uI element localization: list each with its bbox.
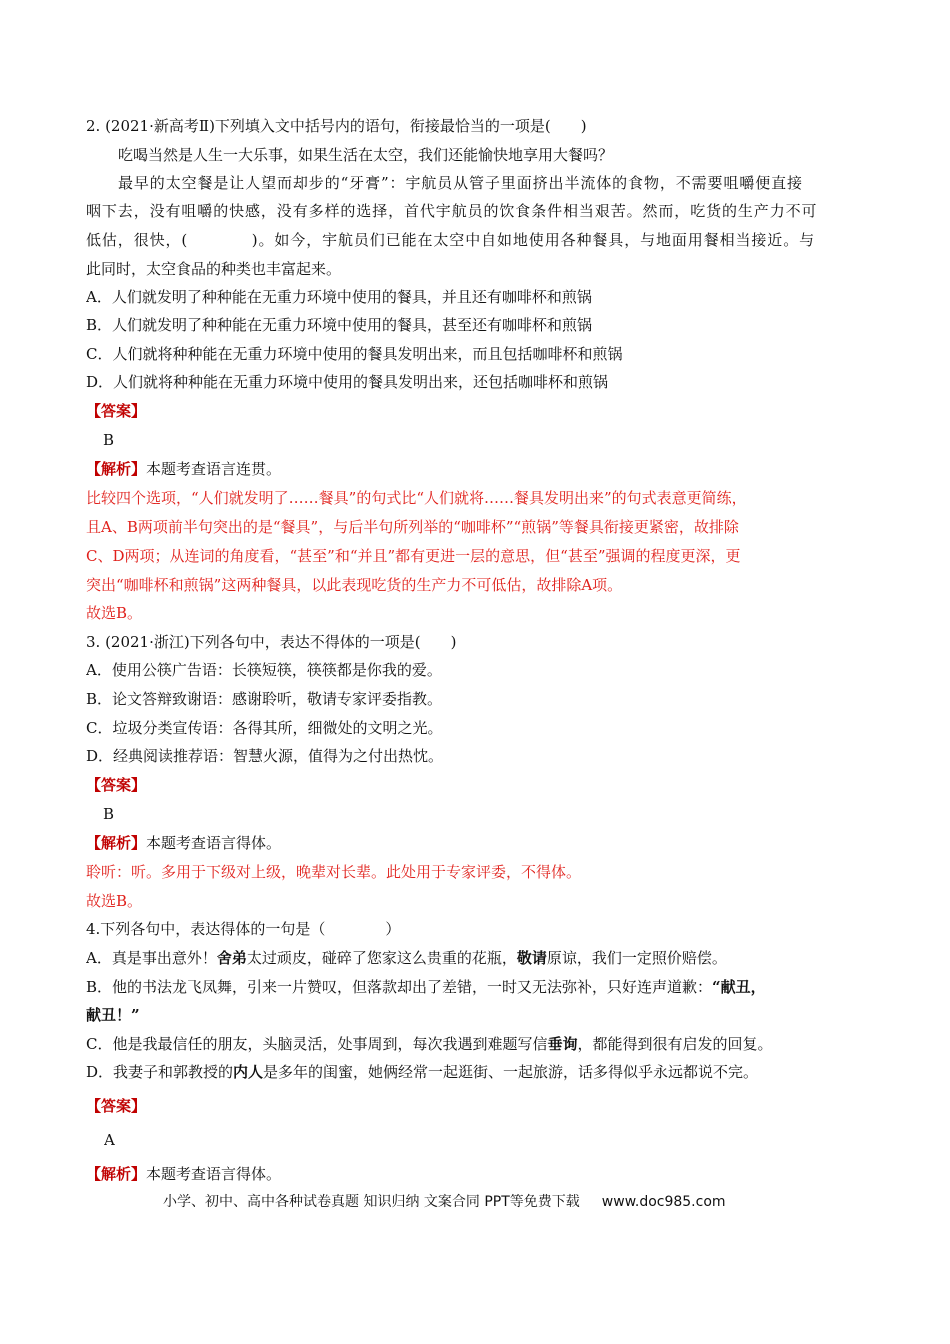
q2-option-a: A．人们就发明了种种能在无重力环境中使用的餐具，并且还有咖啡杯和煎锅 — [86, 288, 592, 306]
q2-option-c: C．人们就将种种能在无重力环境中使用的餐具发明出来，而且包括咖啡杯和煎锅 — [86, 345, 623, 363]
q4-option-c-text: ，都能得到很有启发的回复。 — [577, 1035, 773, 1053]
q4-option-d-text: 是多年的闺蜜，她俩经常一起逛街、一起旅游，话多得似乎永远都说不完。 — [263, 1063, 759, 1081]
q3-analysis-line: 聆听：听。多用于下级对上级，晚辈对长辈。此处用于专家评委，不得体。 — [86, 863, 582, 881]
q4-option-a — [86, 948, 876, 968]
q2-passage-line: 咽下去，没有咀嚼的快感，没有多样的选择，首代宇航员的饮食条件相当艰苦。然而，吃货的生产力不可 — [86, 202, 818, 220]
q4-option-b-keyword: 献丑！” — [86, 1006, 140, 1024]
q2-analysis-line: 比较四个选项，“人们就发明了……餐具”的句式比“人们就将……餐具发明出来”的句式表意更简练， — [86, 489, 747, 507]
q2-analysis-intro: 本题考查语言连贯。 — [146, 460, 282, 478]
q2-answer: B — [103, 431, 115, 449]
q4-option-c-keyword: 垂询 — [547, 1035, 578, 1053]
q4-option-b-text: B．他的书法龙飞凤舞，引来一片赞叹，但落款却出了差错，一时又无法弥补，只好连声道歉： — [86, 978, 713, 996]
q4-option-b-cont — [86, 1005, 876, 1025]
q3-answer: B — [103, 805, 115, 823]
q2-analysis-line: 且A、B两项前半句突出的是“餐具”，与后半句所列举的“咖啡杯”“煎锅”等餐具衔接更紧密，故排除 — [86, 518, 739, 536]
q4-option-c-text: C．他是我最信任的朋友，头脑灵活，处事周到，每次我遇到难题写信 — [86, 1035, 548, 1053]
q4-option-a-text: 原谅，我们一定照价赔偿。 — [546, 949, 727, 967]
q2-passage-line: 低估，很快，( )。如今，宇航员们已能在太空中自如地使用各种餐具，与地面用餐相当接近。与 — [86, 231, 816, 249]
q4-option-b-keyword: “献丑， — [712, 978, 766, 996]
q3-analysis-label: 【解析】 — [86, 834, 147, 852]
q2-passage-line: 此同时，太空食品的种类也丰富起来。 — [86, 260, 342, 278]
q4-option-d-text: D．我妻子和郭教授的 — [86, 1063, 234, 1081]
q3-option-a: A．使用公筷广告语：长筷短筷，筷筷都是你我的爱。 — [86, 661, 442, 679]
q4-answer-label: 【答案】 — [86, 1097, 147, 1115]
q4-option-a-text: 太过顽皮，碰碎了您家这么贵重的花瓶， — [246, 949, 517, 967]
q2-stem: 2. (2021·新高考Ⅱ)下列填入文中括号内的语句，衔接最恰当的一项是( ) — [86, 117, 587, 135]
q2-analysis-heading — [86, 459, 876, 479]
q4-analysis-heading — [86, 1164, 876, 1184]
q4-answer: A — [104, 1131, 115, 1149]
q4-analysis-label: 【解析】 — [86, 1165, 147, 1183]
q4-option-d — [86, 1062, 876, 1082]
q2-passage-line: 最早的太空餐是让人望而却步的“牙膏”：宇航员从管子里面挤出半流体的食物，不需要咀嚼便直接 — [118, 174, 803, 192]
q4-option-a-text: A．真是事出意外！ — [86, 949, 217, 967]
footer-text: 小学、初中、高中各种试卷真题 知识归纳 文案合同 PPT等免费下载 — [163, 1194, 580, 1210]
q4-analysis-intro: 本题考查语言得体。 — [146, 1165, 282, 1183]
q4-option-d-keyword: 内人 — [233, 1063, 264, 1081]
q3-analysis-heading — [86, 833, 876, 853]
q4-option-a-keyword: 舍弟 — [216, 949, 247, 967]
q3-option-d: D．经典阅读推荐语：智慧火源，值得为之付出热忱。 — [86, 747, 444, 765]
q3-conclusion: 故选B。 — [86, 892, 143, 910]
q3-option-c: C．垃圾分类宣传语：各得其所，细微处的文明之光。 — [86, 719, 443, 737]
q2-passage-line: 吃喝当然是人生一大乐事，如果生活在太空，我们还能愉快地享用大餐吗？ — [118, 146, 614, 164]
q2-analysis-line: 突出“咖啡杯和煎锅”这两种餐具，以此表现吃货的生产力不可低估，故排除A项。 — [86, 576, 623, 594]
footer-site-link[interactable]: www.doc985.com — [601, 1194, 726, 1210]
q3-analysis-intro: 本题考查语言得体。 — [146, 834, 282, 852]
q4-option-a-keyword: 敬请 — [516, 949, 547, 967]
q3-answer-label: 【答案】 — [86, 776, 147, 794]
q2-conclusion: 故选B。 — [86, 604, 143, 622]
q4-stem: 4.下列各句中，表达得体的一句是（ ） — [86, 920, 401, 938]
q3-option-b: B．论文答辩致谢语：感谢聆听，敬请专家评委指教。 — [86, 690, 443, 708]
q2-answer-label: 【答案】 — [86, 402, 147, 420]
q3-stem: 3. (2021·浙江)下列各句中，表达不得体的一项是( ) — [86, 633, 457, 651]
page-footer — [163, 1192, 843, 1212]
q2-analysis-line: C、D两项；从连词的角度看，“甚至”和“并且”都有更进一层的意思，但“甚至”强调的程度更深，更 — [86, 547, 741, 565]
q4-option-c — [86, 1034, 876, 1054]
q2-option-d: D．人们就将种种能在无重力环境中使用的餐具发明出来，还包括咖啡杯和煎锅 — [86, 373, 609, 391]
q2-analysis-label: 【解析】 — [86, 460, 147, 478]
q4-option-b — [86, 977, 876, 997]
q2-option-b: B．人们就发明了种种能在无重力环境中使用的餐具，甚至还有咖啡杯和煎锅 — [86, 316, 593, 334]
